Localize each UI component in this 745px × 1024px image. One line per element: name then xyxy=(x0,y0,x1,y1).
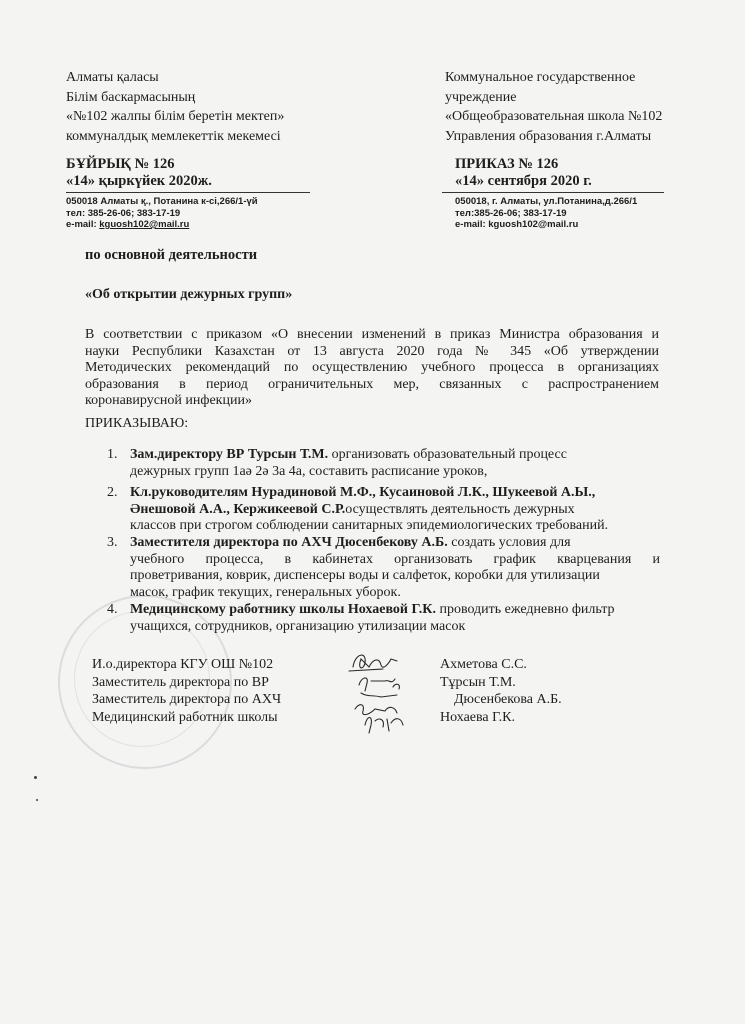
item-text: проветривания, коврик, диспенсеры воды и салфеток, коробки для утилизации xyxy=(130,568,600,583)
address-left xyxy=(66,196,258,231)
signature-name: Нохаева Г.К. xyxy=(440,709,515,725)
item-number: 3. xyxy=(107,535,118,550)
email-line xyxy=(66,219,258,231)
preamble xyxy=(85,327,659,410)
email-link[interactable]: kguosh102@mail.ru xyxy=(99,219,190,230)
item-text: дежурных групп 1аә 2ә 3а 4а, составить расписание уроков, xyxy=(130,463,488,479)
item-responsible: Әнешовой А.А., Кержикеевой С.Р. xyxy=(130,501,346,517)
header-right-line: Коммунальное государственное xyxy=(445,70,636,85)
signature-name: Ахметова С.С. xyxy=(440,657,527,672)
order-item-3 xyxy=(107,535,660,601)
preamble-line: образования в период ограничительных мер, связанных с распространением xyxy=(85,376,659,392)
header-right-line: Управления образования г.Алматы xyxy=(445,128,652,144)
scan-speck xyxy=(34,776,37,779)
item-number: 4. xyxy=(107,602,118,617)
item-text: учащихся, сотрудников, организацию утилизации масок xyxy=(130,618,466,634)
order-word: ПРИКАЗЫВАЮ: xyxy=(85,416,189,431)
order-item-2 xyxy=(107,485,660,535)
signature-role: Заместитель директора по АХЧ xyxy=(92,692,282,707)
item-text: осуществлять деятельность дежурных xyxy=(345,501,575,517)
header-right xyxy=(445,68,745,146)
email-label: e-mail: xyxy=(455,219,489,230)
item-number: 1. xyxy=(107,447,118,462)
subject-line: по основной деятельности xyxy=(85,247,258,263)
signature-role: И.о.директора КГУ ОШ №102 xyxy=(92,657,274,672)
signature-role: Заместитель директора по ВР xyxy=(92,674,269,690)
order-title-right: ПРИКАЗ № 126 xyxy=(455,156,559,172)
order-title-left: БҰЙРЫҚ № 126 xyxy=(66,156,175,172)
signature-names xyxy=(440,656,562,726)
order-date-left: «14» қыркүйек 2020ж. xyxy=(66,173,212,189)
item-text: масок, график текущих, генеральных уборок. xyxy=(130,584,401,600)
header-left xyxy=(66,68,284,146)
order-heading: «Об открытии дежурных групп» xyxy=(85,287,293,302)
signature-role: Медицинский работник школы xyxy=(92,709,278,725)
phone-line: тел: 385-26-06; 383-17-19 xyxy=(66,207,181,219)
preamble-line: В соответствии с приказом «О внесении изменений в приказ Министра образования и xyxy=(85,327,659,342)
item-responsible: Медицинскому работнику школы Нохаевой Г.К. xyxy=(130,602,436,617)
phone-line: тел:385-26-06; 383-17-19 xyxy=(455,207,567,219)
item-responsible: Зам.директору ВР Турсын Т.М. xyxy=(130,447,329,462)
item-text: проводить ежедневно фильтр xyxy=(435,602,615,617)
signature-roles xyxy=(92,656,281,726)
divider-right xyxy=(442,192,664,193)
order-item-4 xyxy=(107,602,660,635)
item-number: 2. xyxy=(107,485,118,500)
order-date-right: «14» сентября 2020 г. xyxy=(455,173,592,189)
header-left-line: «№102 жалпы білім беретін мектеп» xyxy=(66,109,285,124)
address-line: 050018 Алматы қ., Потанина к-сі,266/1-үй xyxy=(66,196,258,207)
item-text: учебного процесса, в кабинетах организовать график кварцевания и xyxy=(130,551,660,567)
signature-name: Тұрсын Т.М. xyxy=(440,674,516,690)
header-left-line: Білім баскармасының xyxy=(66,89,196,105)
divider-left xyxy=(66,192,310,193)
header-right-line: учреждение xyxy=(445,89,517,105)
preamble-line: науки Республики Казахстан от 13 августа 2020 года № 345 «Об утверждении xyxy=(85,343,659,359)
item-text: классов при строгом соблюдении санитарных эпидемиологических требований. xyxy=(130,518,609,533)
item-responsible: Заместителя директора по АХЧ Дюсенбекову А.Б. xyxy=(130,535,448,550)
preamble-line: коронавирусной инфекции» xyxy=(85,393,252,408)
handwritten-signatures xyxy=(345,645,420,740)
address-right xyxy=(455,196,637,231)
item-text: организовать образовательный процесс xyxy=(328,447,567,462)
header-left-line: коммуналдық мемлекеттік мекемесі xyxy=(66,128,281,144)
email-line xyxy=(455,219,637,231)
email-link[interactable]: kguosh102@mail.ru xyxy=(488,219,579,230)
item-text: создать условия для xyxy=(447,535,571,550)
address-line: 050018, г. Алматы, ул.Потанина,д.266/1 xyxy=(455,196,638,207)
header-left-line: Алматы қаласы xyxy=(66,70,159,85)
item-responsible: Кл.руководителям Нурадиновой М.Ф., Кусаиновой Л.К., Шукеевой А.Ы., xyxy=(130,485,596,500)
preamble-line: Методических рекомендаций по осуществлению учебного процесса в организациях xyxy=(85,360,659,375)
scan-speck xyxy=(36,799,38,801)
header-right-line: «Общеобразовательная школа №102 xyxy=(445,109,663,124)
order-item-1 xyxy=(107,447,650,480)
email-label: e-mail: xyxy=(66,219,100,230)
signature-name: Дюсенбекова А.Б. xyxy=(454,692,562,707)
